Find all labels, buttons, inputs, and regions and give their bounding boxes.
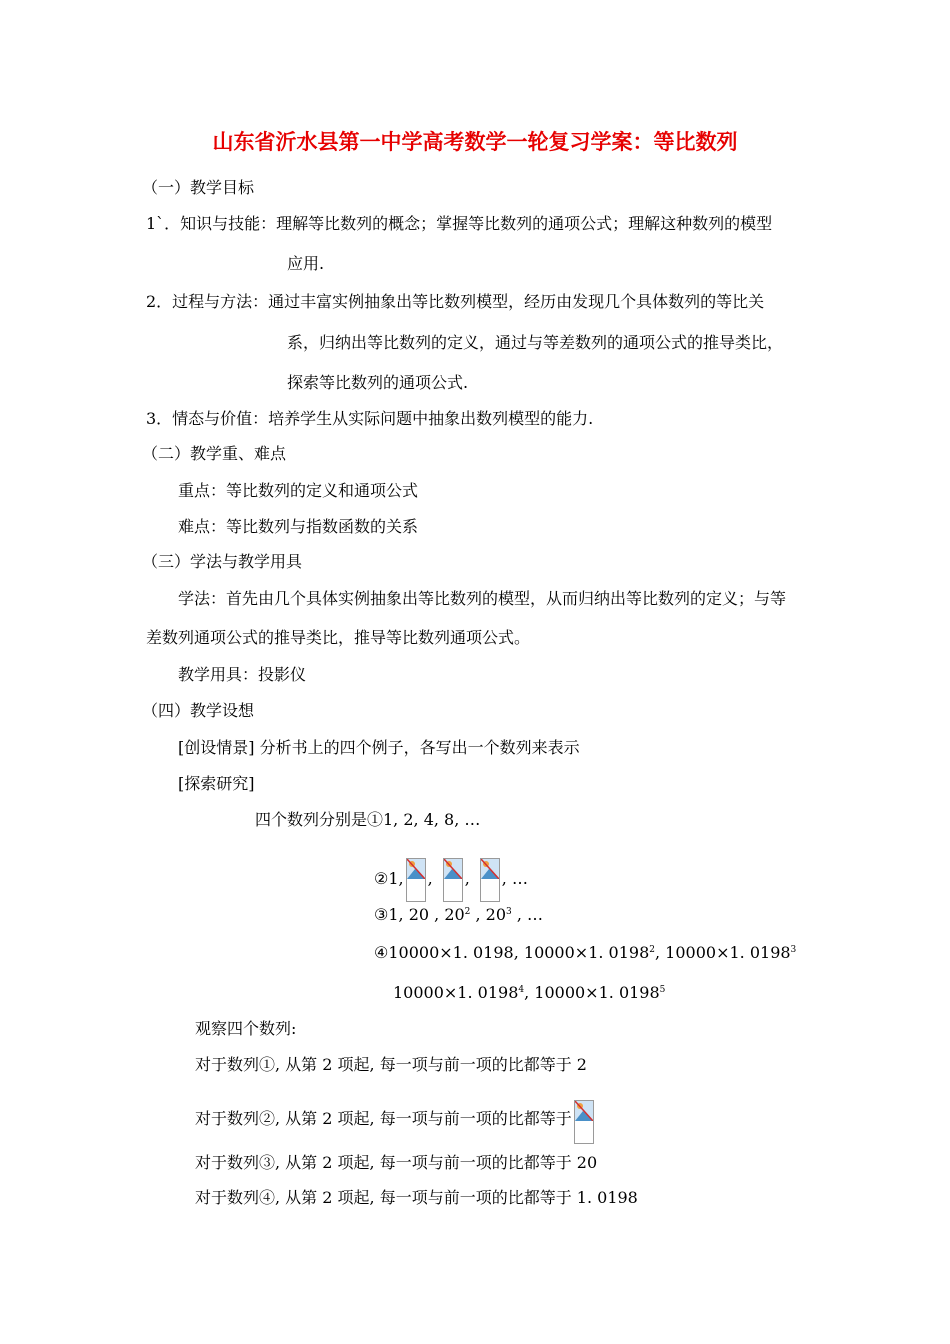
goal-process: 2．过程与方法：通过丰富实例抽象出等比数列模型，经历由发现几个具体数列的等比关 bbox=[146, 292, 765, 311]
formula-image-icon bbox=[443, 858, 463, 902]
sequence-4-line-1 bbox=[374, 943, 796, 963]
sequence-4-part-b: , 10000×1. 0198 bbox=[655, 943, 791, 962]
method-text: 学法：首先由几个具体实例抽象出等比数列的模型，从而归纳出等比数列的定义；与等 bbox=[178, 589, 787, 608]
scenario-text: [创设情景] 分析书上的四个例子，各写出一个数列来表示 bbox=[178, 738, 580, 757]
exponent: 5 bbox=[659, 985, 666, 995]
exponent: 2 bbox=[464, 907, 471, 917]
section-heading-design: （四）教学设想 bbox=[142, 701, 255, 720]
exponent: 2 bbox=[649, 945, 655, 955]
method-text-cont: 差数列通项公式的推导类比，推导等比数列通项公式。 bbox=[146, 628, 531, 647]
sequence-4-part-a: ④10000×1. 0198, 10000×1. 0198 bbox=[374, 943, 650, 962]
section-heading-key-points: （二）教学重、难点 bbox=[142, 444, 287, 463]
sequence-4-part-c: 10000×1. 0198 bbox=[393, 983, 519, 1002]
page-title: 山东省沂水县第一中学高考数学一轮复习学案：等比数列 bbox=[212, 129, 738, 154]
observe-2 bbox=[195, 1100, 596, 1144]
observe-1: 对于数列①, 从第 2 项起, 每一项与前一项的比都等于 2 bbox=[195, 1055, 587, 1074]
difficult-point: 难点：等比数列与指数函数的关系 bbox=[178, 517, 419, 536]
observe-2-text: 对于数列②, 从第 2 项起, 每一项与前一项的比都等于 bbox=[195, 1109, 572, 1128]
exponent: 3 bbox=[790, 945, 797, 955]
formula-image-icon bbox=[480, 858, 500, 902]
section-heading-goals: （一）教学目标 bbox=[142, 178, 255, 197]
sequence-2-sep: , bbox=[427, 869, 433, 888]
goal-process-cont-1: 系，归纳出等比数列的定义，通过与等差数列的通项公式的推导类比， bbox=[287, 333, 784, 352]
key-point: 重点：等比数列的定义和通项公式 bbox=[178, 481, 419, 500]
section-heading-methods: （三）学法与教学用具 bbox=[142, 552, 303, 571]
teaching-tools: 教学用具：投影仪 bbox=[178, 665, 307, 684]
goal-knowledge-cont: 应用. bbox=[287, 254, 325, 273]
sequence-2-ellipsis: , … bbox=[501, 869, 528, 888]
sequence-3 bbox=[374, 905, 543, 925]
formula-image-icon bbox=[574, 1100, 594, 1144]
sequence-3-part-a: ③1, 20 , 20 bbox=[374, 905, 465, 924]
goal-process-cont-2: 探索等比数列的通项公式. bbox=[287, 373, 469, 392]
sequence-2-first-term: ②1, bbox=[374, 869, 404, 888]
goal-knowledge: 1`．知识与技能：理解等比数列的概念；掌握等比数列的通项公式；理解这种数列的模型 bbox=[146, 214, 773, 233]
exponent: 4 bbox=[518, 985, 525, 995]
formula-image-icon bbox=[406, 858, 426, 902]
sequence-3-part-b: , 20 bbox=[470, 905, 507, 924]
observe-3: 对于数列③, 从第 2 项起, 每一项与前一项的比都等于 20 bbox=[195, 1153, 598, 1172]
sequence-3-part-c: , … bbox=[511, 905, 544, 924]
exponent: 3 bbox=[506, 907, 512, 917]
explore-heading: [探索研究] bbox=[178, 774, 255, 793]
observe-4: 对于数列④, 从第 2 项起, 每一项与前一项的比都等于 1. 0198 bbox=[195, 1188, 638, 1207]
sequence-4-line-2 bbox=[393, 983, 665, 1003]
sequence-2 bbox=[374, 858, 528, 902]
sequence-4-part-d: , 10000×1. 0198 bbox=[524, 983, 660, 1002]
sequence-1: 四个数列分别是①1, 2, 4, 8, … bbox=[255, 810, 481, 829]
sequence-2-sep: , bbox=[464, 869, 470, 888]
goal-attitude: 3．情态与价值：培养学生从实际问题中抽象出数列模型的能力. bbox=[146, 409, 594, 428]
observe-heading: 观察四个数列: bbox=[195, 1019, 297, 1038]
